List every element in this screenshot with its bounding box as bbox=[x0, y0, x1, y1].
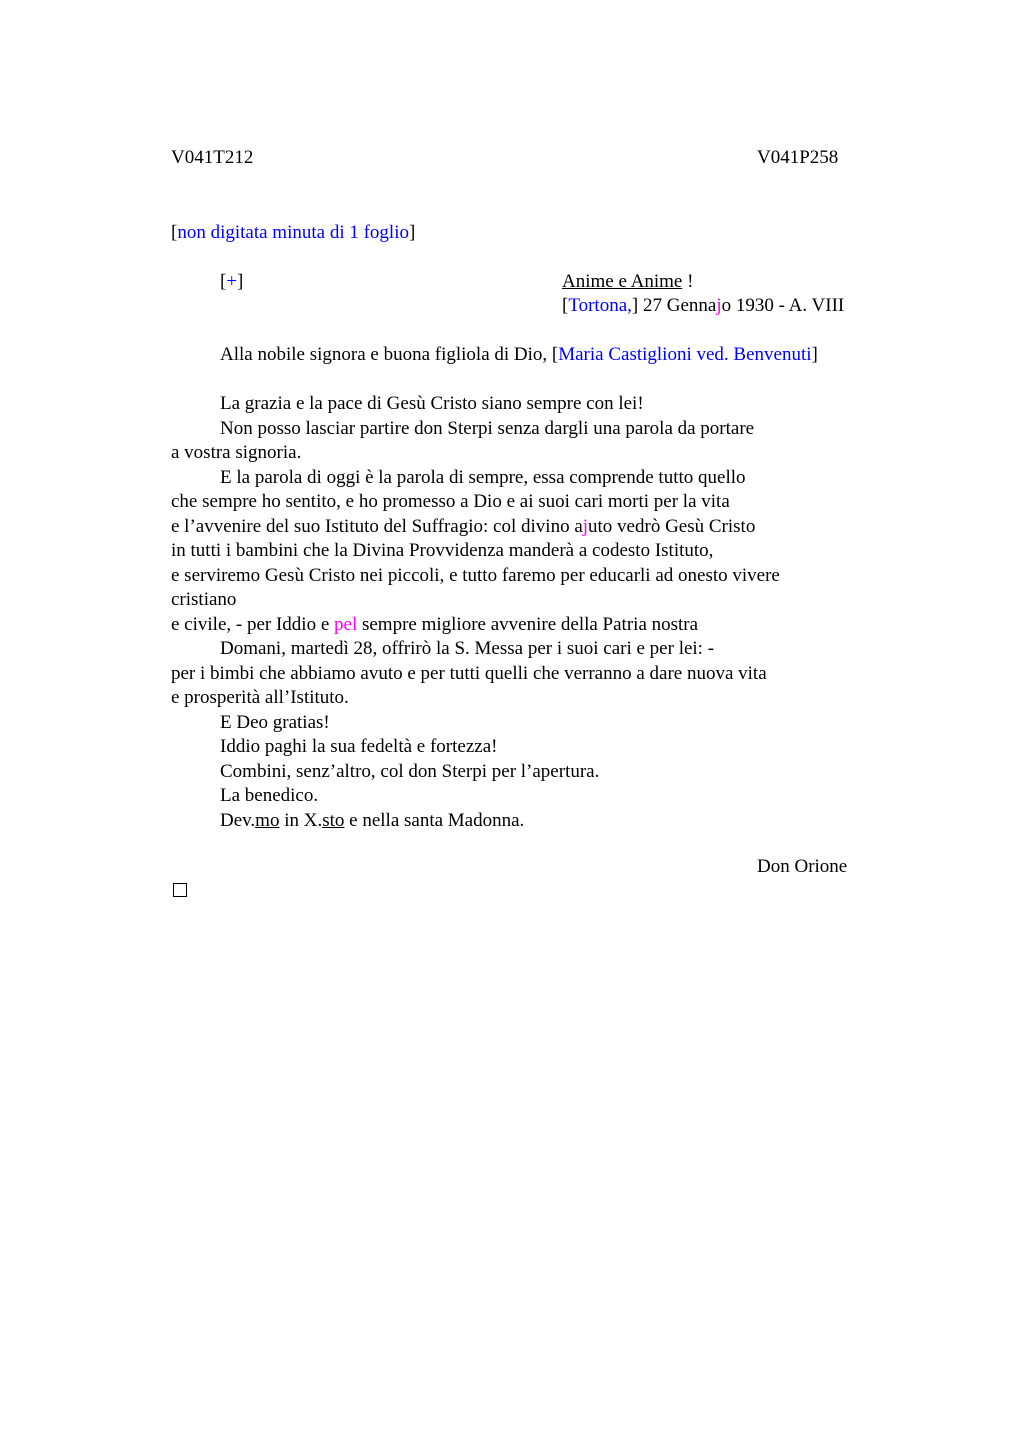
body-text: e l’avvenire del suo Istituto del Suffragio: col divino a bbox=[171, 515, 583, 537]
body-line: a vostra signoria. bbox=[171, 442, 302, 463]
closing-text: e nella santa Madonna. bbox=[344, 809, 525, 831]
editorial-note-text: non digitata minuta di 1 foglio bbox=[177, 222, 409, 243]
body-line bbox=[171, 515, 871, 540]
header-right-code: V041P258 bbox=[757, 147, 839, 168]
body-line: in tutti i bambini che la Divina Provvidenza manderà a codesto Istituto, bbox=[171, 540, 714, 561]
body-line: Domani, martedì 28, offrirò la S. Messa per i suoi cari e per lei: - bbox=[220, 638, 715, 659]
body-text: uto vedrò Gesù Cristo bbox=[588, 515, 756, 537]
body-line: Combini, senz’altro, col don Sterpi per l’apertura. bbox=[220, 760, 600, 782]
body-line: La grazia e la pace di Gesù Cristo siano sempre con lei! bbox=[220, 393, 644, 414]
body-line: e prosperità all’Istituto. bbox=[171, 687, 349, 708]
body-text: sempre migliore avvenire della Patria nostra bbox=[357, 613, 699, 635]
closing-abbrev: sto bbox=[322, 809, 345, 831]
closing-text: in X. bbox=[279, 809, 323, 831]
body-line: e serviremo Gesù Cristo nei piccoli, e tutto faremo per educarli ad onesto vivere bbox=[171, 564, 780, 586]
closing-line bbox=[171, 809, 871, 834]
dateline-date-j: j bbox=[716, 295, 722, 316]
editorial-note: [non digitata minuta di 1 foglio] bbox=[171, 222, 416, 243]
dateline-date-a: 27 Genna bbox=[638, 295, 717, 316]
dateline-date-b: o 1930 - A. VIII bbox=[721, 295, 845, 316]
body-line: E la parola di oggi è la parola di sempre, essa comprende tutto quello bbox=[220, 466, 746, 488]
motto-line bbox=[562, 270, 693, 294]
signature: Don Orione bbox=[757, 856, 848, 877]
letter-body bbox=[171, 392, 871, 833]
salutation: Alla nobile signora e buona figliola di Dio, [Maria Castiglioni ved. Benvenuti] bbox=[220, 344, 818, 365]
body-line: per i bimbi che abbiamo avuto e per tutti quelli che verranno a dare nuova vita bbox=[171, 662, 767, 684]
body-text: e civile, - per Iddio e bbox=[171, 613, 335, 635]
body-line: E Deo gratias! bbox=[220, 711, 330, 733]
salutation-prefix: Alla nobile signora e buona figliola di Dio, bbox=[220, 344, 552, 365]
body-line bbox=[171, 613, 871, 638]
cross-symbol: + bbox=[226, 271, 238, 292]
cross-mark: [+] bbox=[220, 271, 244, 292]
dateline: [Tortona,] 27 Gennajo 1930 - A. VIII bbox=[562, 295, 845, 316]
body-line: che sempre ho sentito, e ho promesso a Dio e ai suoi cari morti per la vita bbox=[171, 491, 730, 512]
dateline-place: Tortona, bbox=[568, 295, 632, 316]
body-line: La benedico. bbox=[220, 785, 319, 806]
motto-text: Anime e Anime bbox=[562, 271, 683, 292]
recipient-name: Maria Castiglioni ved. Benvenuti bbox=[558, 344, 812, 365]
end-marker-icon bbox=[173, 883, 187, 897]
closing-abbrev: mo bbox=[255, 809, 280, 831]
editorial-correction: pel bbox=[334, 613, 358, 635]
body-line: Iddio paghi la sua fedeltà e fortezza! bbox=[220, 736, 498, 757]
body-line: cristiano bbox=[171, 589, 237, 610]
motto-suffix: ! bbox=[682, 271, 694, 292]
closing-text: Dev. bbox=[220, 809, 256, 831]
body-line: Non posso lasciar partire don Sterpi senza dargli una parola da portare bbox=[220, 417, 755, 439]
editorial-correction: j bbox=[582, 515, 589, 537]
header-left-code: V041T212 bbox=[171, 147, 254, 168]
